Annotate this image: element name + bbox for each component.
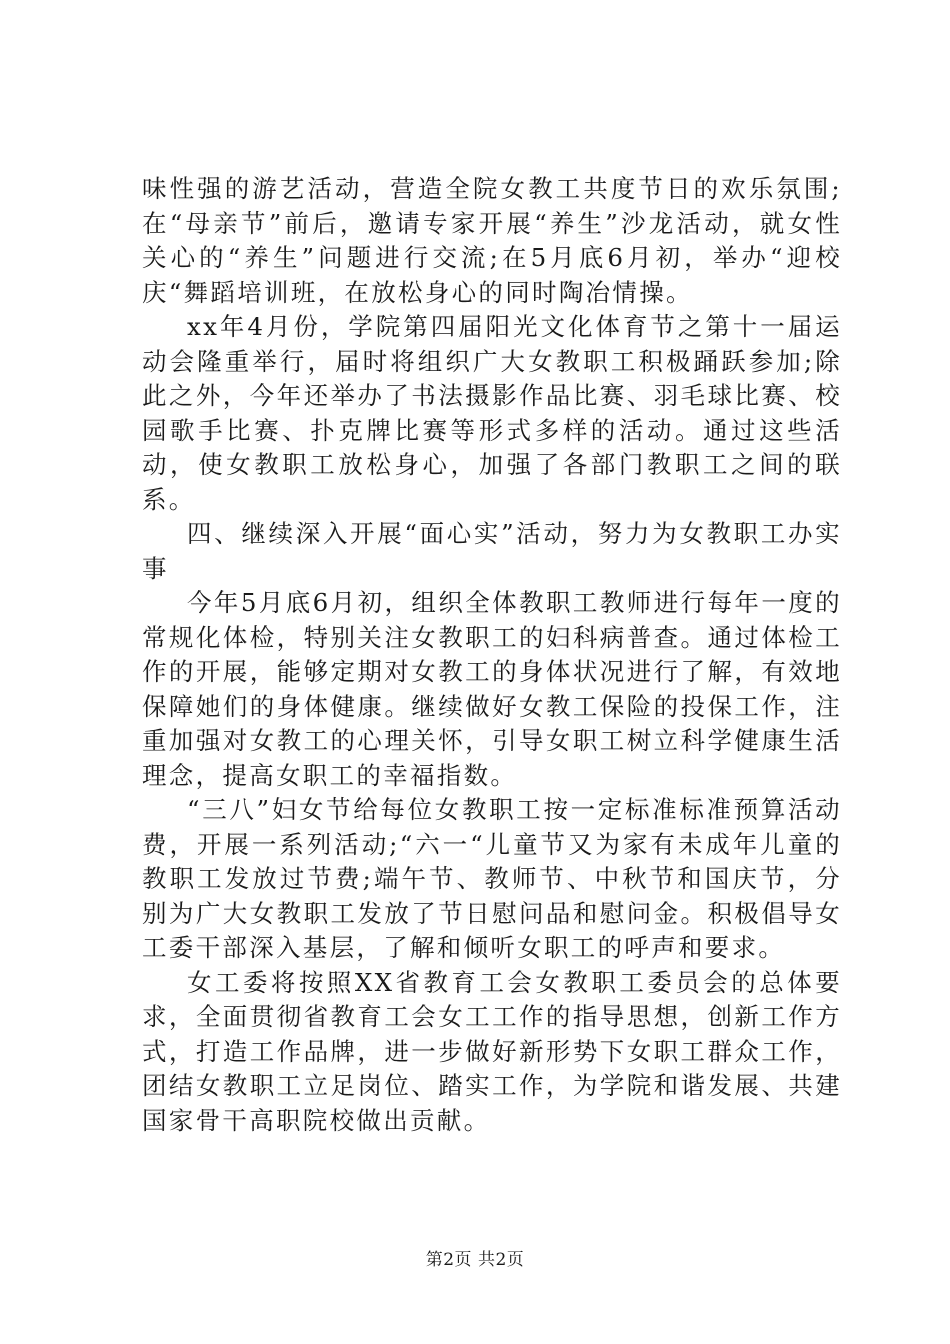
paragraph-conclusion: 女工委将按照XX省教育工会女教职工委员会的总体要求，全面贯彻省教育工会女工工作的指导思想，创新工作方式，打造工作品牌，进一步做好新形势下女职工群众工作，团结女教职工立足岗位、踏实工作，为学院和谐发展、共建国家骨干高职院校做出贡献。	[142, 967, 842, 1135]
section-heading: 四、继续深入开展“面心实”活动，努力为女教职工办实事	[142, 519, 842, 583]
paragraph-health-checkup: 今年5月底6月初，组织全体教职工教师进行每年一度的常规化体检，特别关注女教职工的妇科病普查。通过体检工作的开展，能够定期对女教工的身体状况进行了解，有效地保障她们的身体健康。继续做好女教工保险的投保工作，注重加强对女教工的心理关怀，引导女职工树立科学健康生活理念，提高女职工的幸福指数。	[142, 588, 842, 790]
paragraph-holiday-benefits: “三八”妇女节给每位女教职工按一定标准标准预算活动费，开展一系列活动;“六一“儿童节又为家有未成年儿童的教职工发放过节费;端午节、教师节、中秋节和国庆节，分别为广大女教职工发放了节日慰问品和慰问金。积极倡导女工委干部深入基层，了解和倾听女职工的呼声和要求。	[142, 795, 842, 962]
paragraph-sports-festival: xx年4月份，学院第四届阳光文化体育节之第十一届运动会隆重举行，届时将组织广大女教职工积极踊跃参加;除此之外，今年还举办了书法摄影作品比赛、羽毛球比赛、校园歌手比赛、扑克牌比赛等形式多样的活动。通过这些活动，使女教职工放松身心，加强了各部门教职工之间的联系。	[142, 312, 842, 514]
document-body	[142, 172, 842, 1138]
page-number-footer: 第2页 共2页	[425, 1250, 525, 1270]
paragraph-continuation: 味性强的游艺活动，营造全院女教工共度节日的欢乐氛围;在“母亲节”前后，邀请专家开展“养生”沙龙活动，就女性关心的“养生”问题进行交流;在5月底6月初，举办“迎校庆“舞蹈培训班，在放松身心的同时陶冶情操。	[142, 174, 842, 307]
